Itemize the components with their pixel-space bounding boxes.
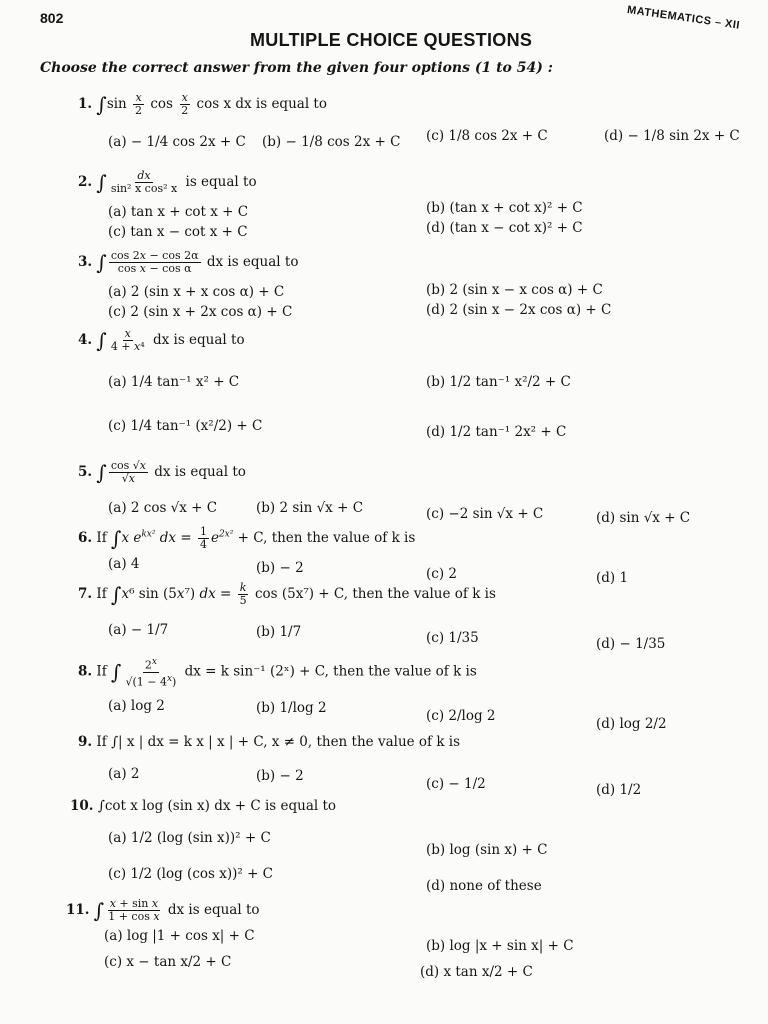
integral-sign: ∫	[111, 582, 122, 607]
integral-sign: ∫	[93, 898, 105, 923]
question-text: dx = k sin⁻¹ (2ˣ) + C, then the value of k is	[184, 663, 477, 680]
option-b: (b) 2 sin √x + C	[256, 500, 364, 516]
fraction: $\frac{x}{2}$	[135, 91, 143, 117]
option-d: (d) 1/2 tan⁻¹ 2x² + C	[426, 424, 567, 440]
option-a: (a) 2	[108, 766, 140, 782]
option-b: (b) log |x + sin x| + C	[426, 938, 574, 954]
question-2	[78, 170, 257, 195]
question-text: If ∫| x | dx = k x | x | + C, x ≠ 0, then the value of k is	[96, 734, 461, 750]
option-d: (d) − 1/8 sin 2x + C	[604, 128, 740, 144]
integral-sign: ∫	[111, 660, 122, 685]
option-d: (d) log 2/2	[596, 716, 667, 732]
option-d: (d) 1	[596, 570, 629, 586]
option-b: (b) 1/2 tan⁻¹ x²/2 + C	[426, 374, 571, 390]
question-text: ∫cot x log (sin x) dx + C is equal to	[97, 798, 337, 814]
instruction-text: Choose the correct answer from the given four options (1 to 54) :	[40, 60, 553, 76]
question-number: 1.	[78, 96, 93, 112]
running-head: MATHEMATICS – XII	[626, 4, 741, 32]
question-9	[78, 734, 460, 750]
fraction: $\frac{2^x}{√(1 - 4^x)}$	[125, 657, 177, 689]
option-a: (a) 1/4 tan⁻¹ x² + C	[108, 374, 240, 390]
option-c: (c) − 1/2	[426, 776, 486, 792]
question-number: 5.	[78, 464, 93, 480]
option-d: (d) sin √x + C	[596, 510, 691, 526]
fraction: $\frac{x}{2}$	[181, 91, 189, 117]
option-b: (b) − 1/8 cos 2x + C	[262, 134, 401, 150]
question-text: dx is equal to	[206, 254, 299, 270]
question-4	[78, 328, 245, 353]
fraction: $\frac{dx}{\text{sin² x cos² x}}$	[110, 169, 178, 195]
integral-sign: ∫	[96, 92, 107, 117]
option-c: (c) 1/8 cos 2x + C	[426, 128, 548, 144]
option-b: (b) − 2	[256, 560, 304, 576]
question-number: 8.	[78, 663, 93, 680]
fraction: $\frac{\cos 2x - \cos 2\alpha}{\text{cos x − cos α}}$	[110, 249, 199, 275]
fraction: $\frac{1}{4}$	[199, 525, 207, 551]
question-1: 1. ∫sin $\frac{x}{2}$ cos $\frac{x}{2}$ cos x dx is equal to	[78, 91, 327, 117]
option-a: (a) 1/2 (log (sin x))² + C	[108, 830, 271, 846]
option-d: (d) 1/2	[596, 782, 642, 798]
integral-sign: ∫	[111, 526, 122, 551]
question-7: 7. If ∫x⁶ sin (5x⁷) dx = $\frac{k}{5}$ cos (5x⁷) + C, then the value of k is	[78, 581, 496, 607]
question-3	[78, 250, 298, 275]
option-c: (c) tan x − cot x + C	[108, 224, 248, 240]
option-c: (c) 2/log 2	[426, 708, 496, 724]
option-c: (c) 2	[426, 566, 457, 582]
option-c: (c) 1/4 tan⁻¹ (x²/2) + C	[108, 418, 263, 434]
question-text: cos (5x⁷) + C, then the value of k is	[254, 586, 496, 602]
question-number: 2.	[78, 174, 93, 190]
fraction: $\frac{k}{5}$	[239, 581, 247, 607]
question-number: 4.	[78, 332, 93, 348]
option-a: (a) 4	[108, 556, 140, 572]
question-6: 6. If ∫x $e^{kx^2}$ dx = $\frac{1}{4}$ $e^{2x^2} + C$, then the value of k is	[78, 525, 416, 551]
fraction: $\frac{x}{\text{4 + x⁴}}$	[110, 327, 145, 353]
option-b: (b) log (sin x) + C	[426, 842, 548, 858]
question-number: 7.	[78, 586, 93, 602]
page-title: MULTIPLE CHOICE QUESTIONS	[250, 30, 533, 50]
option-a: (a) − 1/7	[108, 622, 169, 638]
question-number: 10.	[70, 798, 94, 814]
question-text: dx is equal to	[154, 464, 246, 480]
question-text: dx is equal to	[167, 902, 260, 918]
option-a: (a) − 1/4 cos 2x + C	[108, 134, 246, 150]
integral-sign: ∫	[96, 328, 107, 353]
question-text: + C, then the value of k is	[237, 530, 416, 546]
option-c: (c) 1/2 (log (cos x))² + C	[108, 866, 274, 882]
integral-sign: ∫	[96, 250, 107, 275]
option-a: (a) log |1 + cos x| + C	[104, 928, 255, 944]
question-number: 6.	[78, 530, 93, 546]
option-c: (c) 2 (sin x + 2x cos α) + C	[108, 304, 293, 320]
option-b: (b) 2 (sin x − x cos α) + C	[426, 282, 603, 298]
question-5	[78, 460, 246, 485]
option-d: (d) x tan x/2 + C	[420, 964, 533, 980]
fraction: $\frac{\cos √x}{√x}$	[110, 459, 146, 485]
page-number: 802	[40, 10, 64, 26]
option-d: (d) − 1/35	[596, 636, 666, 652]
option-a: (a) 2 cos √x + C	[108, 500, 218, 516]
question-number: 3.	[78, 254, 93, 270]
option-b: (b) − 2	[256, 768, 304, 784]
question-10	[70, 798, 336, 814]
option-b: (b) 1/log 2	[256, 700, 327, 716]
fraction: $\frac{\text{x + sin x}}{\text{1 + cos x}}$	[108, 897, 160, 923]
question-11	[66, 898, 260, 923]
question-text: is equal to	[185, 174, 257, 190]
option-b: (b) (tan x + cot x)² + C	[426, 200, 583, 216]
question-number: 9.	[78, 734, 93, 750]
question-number: 11.	[66, 902, 90, 918]
option-c: (c) −2 sin √x + C	[426, 506, 544, 522]
option-a: (a) 2 (sin x + x cos α) + C	[108, 284, 285, 300]
option-d: (d) 2 (sin x − 2x cos α) + C	[426, 302, 612, 318]
integral-sign: ∫	[96, 170, 107, 195]
option-c: (c) 1/35	[426, 630, 479, 646]
option-a: (a) tan x + cot x + C	[108, 204, 249, 220]
option-d: (d) (tan x − cot x)² + C	[426, 220, 583, 236]
option-d: (d) none of these	[426, 878, 542, 894]
question-text: dx is equal to	[152, 332, 245, 348]
integral-sign: ∫	[96, 460, 107, 485]
question-8: 8. If ∫ $\frac{2^x}{√(1 - 4^x)}$ dx = k sin⁻¹ (2ˣ) + C, then the value of k is	[78, 657, 477, 689]
option-c: (c) x − tan x/2 + C	[104, 954, 232, 970]
question-text: cos x dx is equal to	[196, 96, 327, 112]
option-a: (a) log 2	[108, 698, 165, 714]
option-b: (b) 1/7	[256, 624, 302, 640]
